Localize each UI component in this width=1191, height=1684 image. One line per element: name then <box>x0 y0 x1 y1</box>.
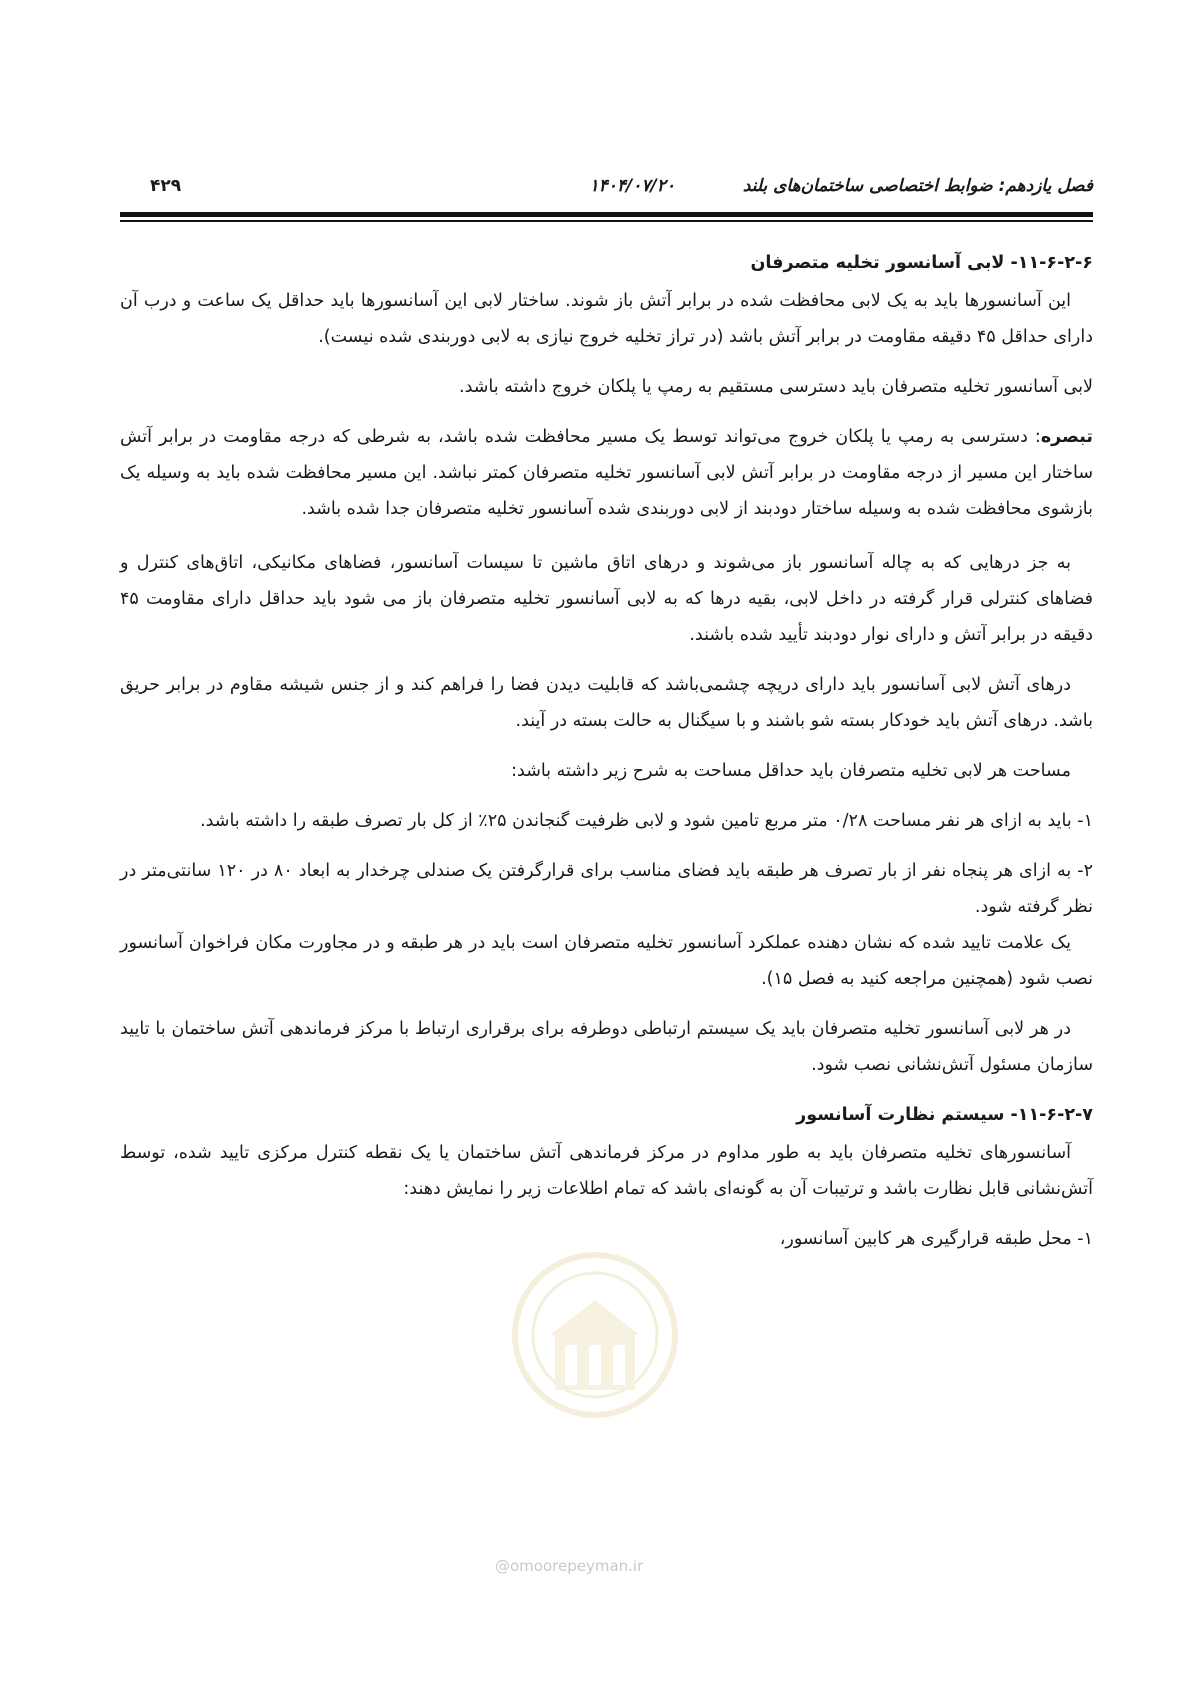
paragraph: لابی آسانسور تخلیه متصرفان باید دسترسی مستقیم به رمپ یا پلکان خروج داشته باشد. <box>459 377 1093 397</box>
note-label: تبصره <box>1040 427 1093 447</box>
paragraph: به جز درهایی که به چاله آسانسور باز می‌شوند و درهای اتاق ماشین تا سیسات آسانسور، فضاهای مکانیکی، اتاق‌های کنترل و فضاهای کنترلی قرار گرفته در داخل لابی، بقیه درها که به لابی آسانسور تخلیه متصرفان باز می شود باید حداقل دارای مقاومت ۴۵ دقیقه در برابر آتش و دارای نوار دودبند تأیید شده باشند. <box>120 553 1093 645</box>
header-date: ۱۴۰۴/۰۷/۲۰ <box>589 176 675 196</box>
list-item: ۱- محل طبقه قرارگیری هر کابین آسانسور، <box>779 1229 1093 1249</box>
paragraph: مساحت هر لابی تخلیه متصرفان باید حداقل مساحت به شرح زیر داشته باشد: <box>511 761 1071 781</box>
list-item: ۱- باید به ازای هر نفر مساحت ۰/۲۸ متر مربع تامین شود و لابی ظرفیت گنجاندن ۲۵٪ از کل بار تصرف طبقه را داشته باشد. <box>200 811 1093 831</box>
section-heading: ۱۱-۶-۲-۷- سیستم نظارت آسانسور <box>796 1105 1093 1125</box>
paragraph: یک علامت تایید شده که نشان دهنده عملکرد آسانسور تخلیه متصرفان است باید در هر طبقه و در مجاورت مکان فراخوان آسانسور نصب شود (همچنین مراجعه کنید به فصل ۱۵). <box>120 933 1093 989</box>
chapter-title: فصل یازدهم: ضوابط اختصاصی ساختمان‌های بلند <box>742 176 1093 196</box>
header-rule-thin <box>120 220 1093 222</box>
note-paragraph <box>120 419 1093 527</box>
header-rule-thick <box>120 212 1093 217</box>
paragraph: آسانسورهای تخلیه متصرفان باید به طور مداوم در مرکز فرماندهی آتش ساختمان یا یک نقطه کنترل مرکزی تایید شده، توسط آتش‌نشانی قابل نظارت باشد و ترتیبات آن به گونه‌ای باشد که تمام اطلاعات زیر را نمایش دهند: <box>120 1143 1093 1199</box>
watermark-logo-icon <box>500 1240 690 1440</box>
body-content <box>120 245 1093 1257</box>
page-header <box>120 172 1093 202</box>
paragraph: در هر لابی آسانسور تخلیه متصرفان باید یک سیستم ارتباطی دوطرفه برای برقراری ارتباط با مرکز فرماندهی آتش ساختمان با تایید سازمان مسئول آتش‌نشانی نصب شود. <box>120 1019 1093 1075</box>
section-heading: ۱۱-۶-۲-۶- لابی آسانسور تخلیه متصرفان <box>750 253 1093 273</box>
paragraph: درهای آتش لابی آسانسور باید دارای دریچه چشمی‌باشد که قابلیت دیدن فضا را فراهم کند و از جنس شیشه مقاوم در برابر حریق باشد. درهای آتش باید خودکار بسته شو باشند و با سیگنال به حالت بسته در آیند. <box>120 675 1093 731</box>
list-item: ۲- به ازای هر پنجاه نفر از بار تصرف هر طبقه باید فضای مناسب برای قرارگرفتن یک صندلی چرخدار به ابعاد ۸۰ در ۱۲۰ سانتی‌متر در نظر گرفته شود. <box>120 861 1093 917</box>
paragraph: این آسانسورها باید به یک لابی محافظت شده در برابر آتش باز شوند. ساختار لابی این آسانسورها باید حداقل یک ساعت و درب آن دارای حداقل ۴۵ دقیقه مقاومت در برابر آتش باشد (در تراز تخلیه خروج نیازی به لابی دوربندی شده نیست). <box>120 291 1093 347</box>
page-number: ۴۲۹ <box>150 176 182 196</box>
watermark-text: @omoorepeyman.ir <box>495 1557 644 1575</box>
note-text: : دسترسی به رمپ یا پلکان خروج می‌تواند توسط یک مسیر محافظت شده باشد، به شرطی که درجه مقاومت در برابر آتش ساختار این مسیر از درجه مقاومت در برابر آتش لابی آسانسور تخلیه متصرفان کمتر نباشد. این مسیر محافظت شده باید به وسیله یک بازشوی محافظت شده به وسیله ساختار دودبند از لابی دوربندی شده آسانسور تخلیه متصرفان جدا شده باشد. <box>120 427 1093 519</box>
